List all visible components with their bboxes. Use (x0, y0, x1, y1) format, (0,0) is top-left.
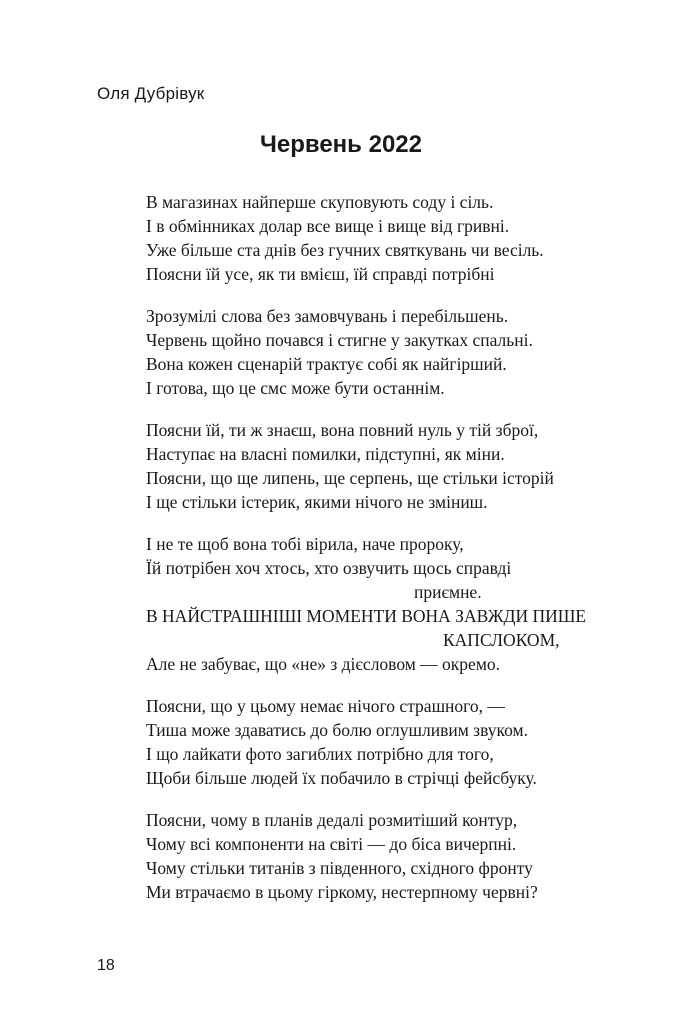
poem-line: В НАЙСТРАШНІШІ МОМЕНТИ ВОНА ЗАВЖДИ ПИШЕ (146, 606, 587, 626)
poem-line: Наступає на власні помилки, підступні, як міни. (146, 444, 505, 464)
stanza-1 (146, 190, 596, 286)
poem-line: І не те щоб вона тобі вірила, наче пророку, (146, 534, 464, 554)
poem-line-continuation: приємне. (414, 582, 482, 602)
poem-line: Ми втрачаємо в цьому гіркому, нестерпному червні? (146, 882, 538, 902)
poem-line: І ще стільки істерик, якими нічого не зміниш. (146, 492, 488, 512)
author-name: Оля Дубрівук (97, 84, 205, 103)
poem-body (146, 190, 596, 922)
poem-line: Чому стільки титанів з південного, східного фронту (146, 858, 533, 878)
poem-line: Чому всі компоненти на світі — до біса вичерпні. (146, 834, 517, 854)
page-number: 18 (97, 957, 115, 974)
stanza-5 (146, 694, 596, 790)
poem-line: Зрозумілі слова без замовчувань і перебільшень. (146, 306, 509, 326)
poem-line: Поясни їй усе, як ти вмієш, їй справді потрібні (146, 264, 495, 284)
stanza-6 (146, 808, 596, 904)
poem-line: І в обмінниках долар все вище і вище від гривні. (146, 216, 510, 236)
poem-line: Поясни, що ще липень, ще серпень, ще стільки історій (146, 468, 554, 488)
poem-line: Але не забуває, що «не» з дієсловом — окремо. (146, 654, 501, 674)
poem-line: Поясни, що у цьому немає нічого страшного, — (146, 696, 505, 716)
poem-line: І готова, що це смс може бути останнім. (146, 378, 445, 398)
poem-title: Червень 2022 (260, 131, 422, 158)
poem-line: Уже більше ста днів без гучних святкувань чи весіль. (146, 240, 544, 260)
poem-line: Червень щойно почався і стигне у закутках спальні. (146, 330, 533, 350)
poem-line: Поясни їй, ти ж знаєш, вона повний нуль у тій зброї, (146, 420, 539, 440)
poem-line: Поясни, чому в планів дедалі розмитіший контур, (146, 810, 518, 830)
stanza-4 (146, 532, 596, 676)
poem-line-continuation: КАПСЛОКОМ, (443, 630, 560, 650)
stanza-2 (146, 304, 596, 400)
poem-line: Щоби більше людей їх побачило в стрічці фейсбуку. (146, 768, 537, 788)
stanza-3 (146, 418, 596, 514)
poem-line: Тиша може здаватись до болю оглушливим звуком. (146, 720, 528, 740)
poem-line: В магазинах найперше скуповують соду і сіль. (146, 192, 494, 212)
poem-line: Вона кожен сценарій трактує собі як найгірший. (146, 354, 507, 374)
poem-line: Їй потрібен хоч хтось, хто озвучить щось справді (146, 558, 512, 578)
poem-line: І що лайкати фото загиблих потрібно для того, (146, 744, 494, 764)
